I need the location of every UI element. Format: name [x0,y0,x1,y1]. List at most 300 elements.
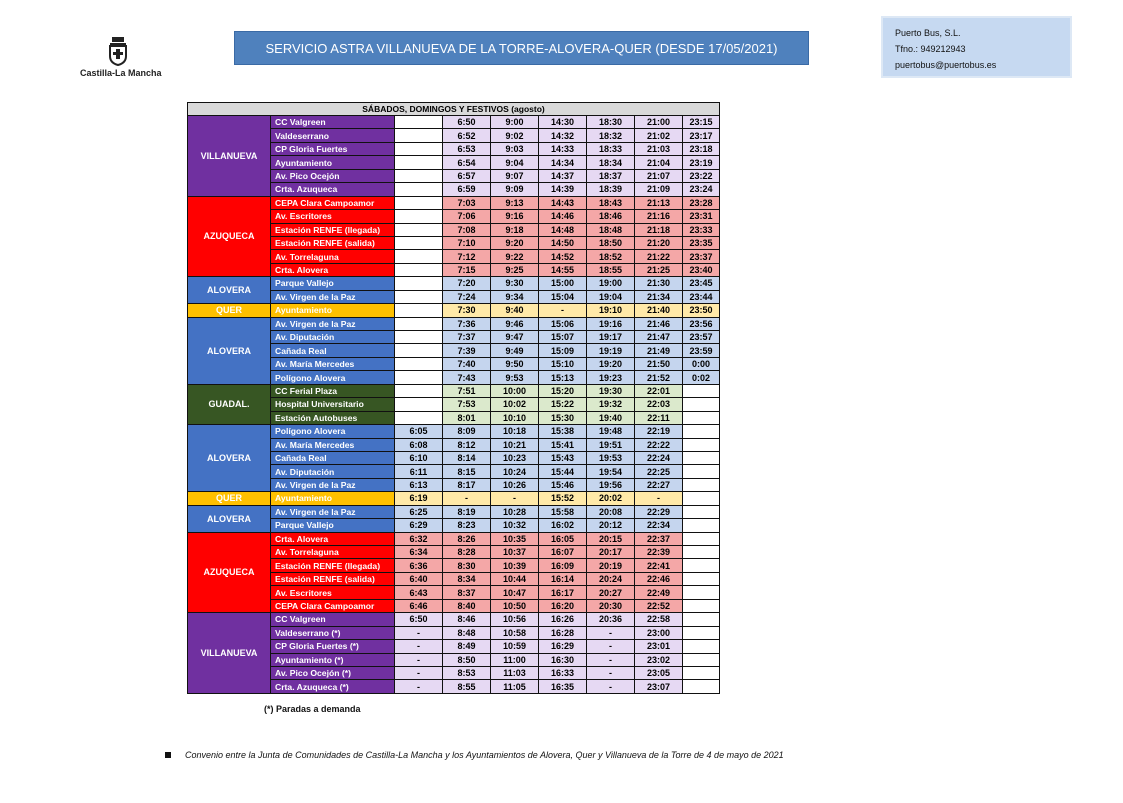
time-cell [395,371,443,384]
stop-name: Estación RENFE (llegada) [271,559,395,572]
stop-name: Crta. Alovera [271,263,395,276]
time-cell: 10:18 [491,425,539,438]
time-cell: 14:46 [539,210,587,223]
time-cell: 10:23 [491,451,539,464]
castilla-la-mancha-logo [80,36,162,78]
time-cell: 23:02 [635,653,683,666]
time-cell: 10:59 [491,640,539,653]
time-cell: 8:15 [443,465,491,478]
table-row [188,304,720,317]
time-cell: - [395,640,443,653]
time-cell [395,156,443,169]
zone-label: ALOVERA [188,425,271,492]
time-cell: 18:50 [587,236,635,249]
time-cell: 23:24 [683,183,720,196]
time-cell [395,236,443,249]
time-cell: 16:07 [539,546,587,559]
time-cell: 18:39 [587,183,635,196]
table-row [188,116,720,129]
time-cell: 23:07 [635,680,683,693]
stop-name: CEPA Clara Campoamor [271,599,395,612]
time-cell: 7:43 [443,371,491,384]
time-cell: 9:16 [491,210,539,223]
time-cell: 15:13 [539,371,587,384]
time-cell: 10:21 [491,438,539,451]
time-cell: 23:50 [683,304,720,317]
stop-name: Valdeserrano [271,129,395,142]
time-cell [395,277,443,290]
time-cell: 9:34 [491,290,539,303]
time-cell: 8:17 [443,478,491,491]
time-cell: 18:52 [587,250,635,263]
time-cell: - [395,626,443,639]
time-cell: 7:03 [443,196,491,209]
time-cell: 8:55 [443,680,491,693]
time-cell: 15:20 [539,384,587,397]
time-cell: 22:41 [635,559,683,572]
coat-of-arms-icon [80,36,156,66]
time-cell: - [395,680,443,693]
time-cell [395,384,443,397]
time-cell: 19:17 [587,331,635,344]
time-cell: 22:49 [635,586,683,599]
time-cell: 21:03 [635,142,683,155]
stop-name: Parque Vallejo [271,277,395,290]
time-cell: 19:40 [587,411,635,424]
time-cell: 18:30 [587,116,635,129]
time-cell: 8:19 [443,505,491,518]
time-cell: 9:09 [491,183,539,196]
time-cell: 16:33 [539,666,587,679]
time-cell: 22:19 [635,425,683,438]
time-cell: - [395,653,443,666]
time-cell: - [539,304,587,317]
time-cell: 23:19 [683,156,720,169]
time-cell: 8:28 [443,546,491,559]
time-cell: 21:52 [635,371,683,384]
stop-name: Ayuntamiento (*) [271,653,395,666]
time-cell: - [395,666,443,679]
time-cell: 14:52 [539,250,587,263]
time-cell: 21:20 [635,236,683,249]
time-cell [395,411,443,424]
time-cell: 9:03 [491,142,539,155]
time-cell: 21:49 [635,344,683,357]
time-cell: 15:43 [539,451,587,464]
stop-name: Av. Pico Ocejón [271,169,395,182]
time-cell: 14:34 [539,156,587,169]
time-cell: 21:22 [635,250,683,263]
time-cell: 19:48 [587,425,635,438]
zone-label: VILLANUEVA [188,116,271,197]
table-row [188,277,720,290]
time-cell: 19:32 [587,398,635,411]
time-cell: 6:13 [395,478,443,491]
company-name: Puerto Bus, S.L. [895,28,961,38]
stop-name: Av. Escritores [271,210,395,223]
time-cell: 23:01 [635,640,683,653]
time-cell [683,411,720,424]
time-cell: 20:27 [587,586,635,599]
time-cell [395,344,443,357]
stop-name: Av. Virgen de la Paz [271,317,395,330]
time-cell: 9:46 [491,317,539,330]
time-cell: 14:32 [539,129,587,142]
time-cell: 22:52 [635,599,683,612]
time-cell: 14:39 [539,183,587,196]
stop-name: Ayuntamiento [271,304,395,317]
time-cell: 14:48 [539,223,587,236]
time-cell: - [443,492,491,505]
time-cell: 18:34 [587,156,635,169]
time-cell: 21:18 [635,223,683,236]
time-cell: 22:29 [635,505,683,518]
time-cell: 15:07 [539,331,587,344]
time-cell: 8:30 [443,559,491,572]
time-cell: 10:35 [491,532,539,545]
time-cell: 8:50 [443,653,491,666]
time-cell: 16:30 [539,653,587,666]
time-cell: 6:25 [395,505,443,518]
time-cell: 15:44 [539,465,587,478]
zone-label: ALOVERA [188,317,271,384]
time-cell: 9:22 [491,250,539,263]
time-cell: 6:11 [395,465,443,478]
time-cell: 22:39 [635,546,683,559]
time-cell: 20:15 [587,532,635,545]
time-cell: 6:36 [395,559,443,572]
company-info [881,16,1072,78]
time-cell [683,613,720,626]
time-cell: 6:59 [443,183,491,196]
zone-label: VILLANUEVA [188,613,271,694]
time-cell: 23:44 [683,290,720,303]
time-cell: 6:40 [395,572,443,585]
bullet-icon [165,752,171,758]
time-cell: 9:13 [491,196,539,209]
time-cell: 19:20 [587,357,635,370]
time-cell: 7:37 [443,331,491,344]
time-cell: 19:56 [587,478,635,491]
time-cell: 6:05 [395,425,443,438]
time-cell: 9:07 [491,169,539,182]
time-cell [683,451,720,464]
table-row [188,317,720,330]
time-cell: 16:05 [539,532,587,545]
time-cell [395,210,443,223]
time-cell: 15:10 [539,357,587,370]
time-cell: 7:15 [443,263,491,276]
time-cell: 15:06 [539,317,587,330]
time-cell: 8:49 [443,640,491,653]
time-cell: 10:00 [491,384,539,397]
time-cell: 18:32 [587,129,635,142]
stop-name: Av. Escritores [271,586,395,599]
time-cell [395,250,443,263]
time-cell [395,129,443,142]
time-cell: 15:58 [539,505,587,518]
time-cell: 21:07 [635,169,683,182]
table-row [188,492,720,505]
time-cell: 9:30 [491,277,539,290]
time-cell: 10:28 [491,505,539,518]
time-cell: 23:59 [683,344,720,357]
time-cell [683,519,720,532]
time-cell: 10:02 [491,398,539,411]
time-cell: 6:10 [395,451,443,464]
time-cell: 16:17 [539,586,587,599]
time-cell: 16:35 [539,680,587,693]
time-cell: 22:34 [635,519,683,532]
time-cell: 22:01 [635,384,683,397]
stop-name: Av. Diputación [271,331,395,344]
time-cell: 15:00 [539,277,587,290]
time-cell: 7:20 [443,277,491,290]
time-cell: 18:55 [587,263,635,276]
time-cell [683,438,720,451]
time-cell: 23:00 [635,626,683,639]
time-cell: - [587,666,635,679]
time-cell: 14:37 [539,169,587,182]
time-cell: 14:55 [539,263,587,276]
time-cell: 6:50 [395,613,443,626]
time-cell [395,263,443,276]
time-cell: 14:43 [539,196,587,209]
time-cell: 20:36 [587,613,635,626]
time-cell: 7:51 [443,384,491,397]
time-cell [395,116,443,129]
time-cell: 7:12 [443,250,491,263]
company-email[interactable]: puertobus@puertobus.es [895,60,997,70]
time-cell: 22:25 [635,465,683,478]
stop-name: CEPA Clara Campoamor [271,196,395,209]
time-cell: 19:16 [587,317,635,330]
time-cell: 19:04 [587,290,635,303]
zone-label: AZUQUECA [188,532,271,613]
time-cell [395,398,443,411]
time-cell [683,640,720,653]
time-cell [683,666,720,679]
footer-text: Convenio entre la Junta de Comunidades de Castilla-La Mancha y los Ayuntamientos de Alovera, Quer y Villanueva de la Torre de 4 de mayo de 2021 [185,750,784,760]
time-cell: 15:41 [539,438,587,451]
time-cell: 8:40 [443,599,491,612]
stop-name: Crta. Azuqueca [271,183,395,196]
time-cell: 20:30 [587,599,635,612]
time-cell: 23:17 [683,129,720,142]
time-cell: 14:50 [539,236,587,249]
time-cell: 15:30 [539,411,587,424]
time-cell: 6:34 [395,546,443,559]
time-cell: 22:11 [635,411,683,424]
time-cell: 23:15 [683,116,720,129]
stop-name: Estación RENFE (llegada) [271,223,395,236]
time-cell: 8:53 [443,666,491,679]
time-cell: 6:52 [443,129,491,142]
time-cell: 10:24 [491,465,539,478]
time-cell: 21:34 [635,290,683,303]
time-cell: - [491,492,539,505]
stop-name: Av. María Mercedes [271,438,395,451]
stop-name: Estación Autobuses [271,411,395,424]
time-cell: 19:54 [587,465,635,478]
time-cell: 10:47 [491,586,539,599]
time-cell: 23:05 [635,666,683,679]
time-cell: 9:25 [491,263,539,276]
time-cell: 9:49 [491,344,539,357]
time-cell: - [587,626,635,639]
stop-name: Cañada Real [271,344,395,357]
time-cell: 21:16 [635,210,683,223]
time-cell: 9:04 [491,156,539,169]
time-cell: 11:05 [491,680,539,693]
zone-label: QUER [188,304,271,317]
time-cell: 23:35 [683,236,720,249]
time-cell: 23:57 [683,331,720,344]
time-cell: 7:06 [443,210,491,223]
time-cell: 10:39 [491,559,539,572]
time-cell: 21:02 [635,129,683,142]
time-cell: 19:30 [587,384,635,397]
time-cell: 15:09 [539,344,587,357]
timetable [187,102,720,694]
zone-label: ALOVERA [188,277,271,304]
time-cell: 6:53 [443,142,491,155]
time-cell [683,680,720,693]
time-cell [395,290,443,303]
time-cell: 18:48 [587,223,635,236]
time-cell: 8:46 [443,613,491,626]
time-cell: 10:10 [491,411,539,424]
time-cell: 21:50 [635,357,683,370]
stop-name: CP Gloria Fuertes [271,142,395,155]
stop-name: Av. Torrelaguna [271,250,395,263]
time-cell: 9:47 [491,331,539,344]
time-cell [395,304,443,317]
zone-label: QUER [188,492,271,505]
time-cell: 16:20 [539,599,587,612]
time-cell: 11:03 [491,666,539,679]
time-cell: 10:44 [491,572,539,585]
stop-name: CP Gloria Fuertes (*) [271,640,395,653]
time-cell: 8:01 [443,411,491,424]
stop-name: CC Valgreen [271,116,395,129]
time-cell [395,196,443,209]
time-cell: 23:22 [683,169,720,182]
time-cell [395,357,443,370]
time-cell: 10:37 [491,546,539,559]
time-cell: 7:30 [443,304,491,317]
time-cell: 8:14 [443,451,491,464]
time-cell: 20:17 [587,546,635,559]
time-cell: 6:19 [395,492,443,505]
time-cell: 9:02 [491,129,539,142]
time-cell: 21:13 [635,196,683,209]
time-cell: 15:22 [539,398,587,411]
time-cell: 9:50 [491,357,539,370]
time-cell: 19:23 [587,371,635,384]
time-cell: 23:40 [683,263,720,276]
stop-name: Crta. Azuqueca (*) [271,680,395,693]
time-cell: - [635,492,683,505]
time-cell: 22:24 [635,451,683,464]
time-cell: 6:43 [395,586,443,599]
time-cell [683,465,720,478]
time-cell: 21:04 [635,156,683,169]
time-cell [683,559,720,572]
table-row [188,613,720,626]
footer [165,750,784,760]
stop-name: Cañada Real [271,451,395,464]
time-cell: 23:37 [683,250,720,263]
time-cell: 23:45 [683,277,720,290]
time-cell: 20:24 [587,572,635,585]
time-cell: 23:18 [683,142,720,155]
time-cell: 14:30 [539,116,587,129]
table-row [188,532,720,545]
time-cell: 0:00 [683,357,720,370]
stop-name: Polígono Alovera [271,425,395,438]
time-cell: 10:26 [491,478,539,491]
time-cell: 19:53 [587,451,635,464]
time-cell: 6:50 [443,116,491,129]
time-cell [683,626,720,639]
time-cell [683,425,720,438]
time-cell: 21:40 [635,304,683,317]
stop-name: Av. Virgen de la Paz [271,505,395,518]
time-cell [683,478,720,491]
time-cell: 21:47 [635,331,683,344]
time-cell: 21:46 [635,317,683,330]
time-cell: 16:28 [539,626,587,639]
stop-name: Valdeserrano (*) [271,626,395,639]
time-cell: 23:31 [683,210,720,223]
time-cell: 8:12 [443,438,491,451]
on-demand-note: (*) Paradas a demanda [264,704,361,714]
time-cell: 10:58 [491,626,539,639]
time-cell [395,169,443,182]
time-cell: 22:58 [635,613,683,626]
time-cell: 18:37 [587,169,635,182]
table-row [188,196,720,209]
table-row [188,505,720,518]
time-cell [683,384,720,397]
time-cell: 9:53 [491,371,539,384]
time-cell: 8:09 [443,425,491,438]
stop-name: Ayuntamiento [271,492,395,505]
time-cell: 21:09 [635,183,683,196]
time-cell [683,572,720,585]
time-cell: 7:40 [443,357,491,370]
time-cell: 14:33 [539,142,587,155]
time-cell: 15:46 [539,478,587,491]
time-cell: 10:32 [491,519,539,532]
time-cell: 21:00 [635,116,683,129]
time-cell: 21:25 [635,263,683,276]
time-cell: 19:00 [587,277,635,290]
stop-name: Av. María Mercedes [271,357,395,370]
company-phone: Tfno.: 949212943 [895,44,966,54]
time-cell: 7:39 [443,344,491,357]
time-cell: 8:34 [443,572,491,585]
time-cell [395,142,443,155]
stop-name: Estación RENFE (salida) [271,572,395,585]
time-cell: 10:50 [491,599,539,612]
time-cell: 15:52 [539,492,587,505]
stop-name: Estación RENFE (salida) [271,236,395,249]
time-cell: - [587,680,635,693]
stop-name: Ayuntamiento [271,156,395,169]
time-cell: 0:02 [683,371,720,384]
